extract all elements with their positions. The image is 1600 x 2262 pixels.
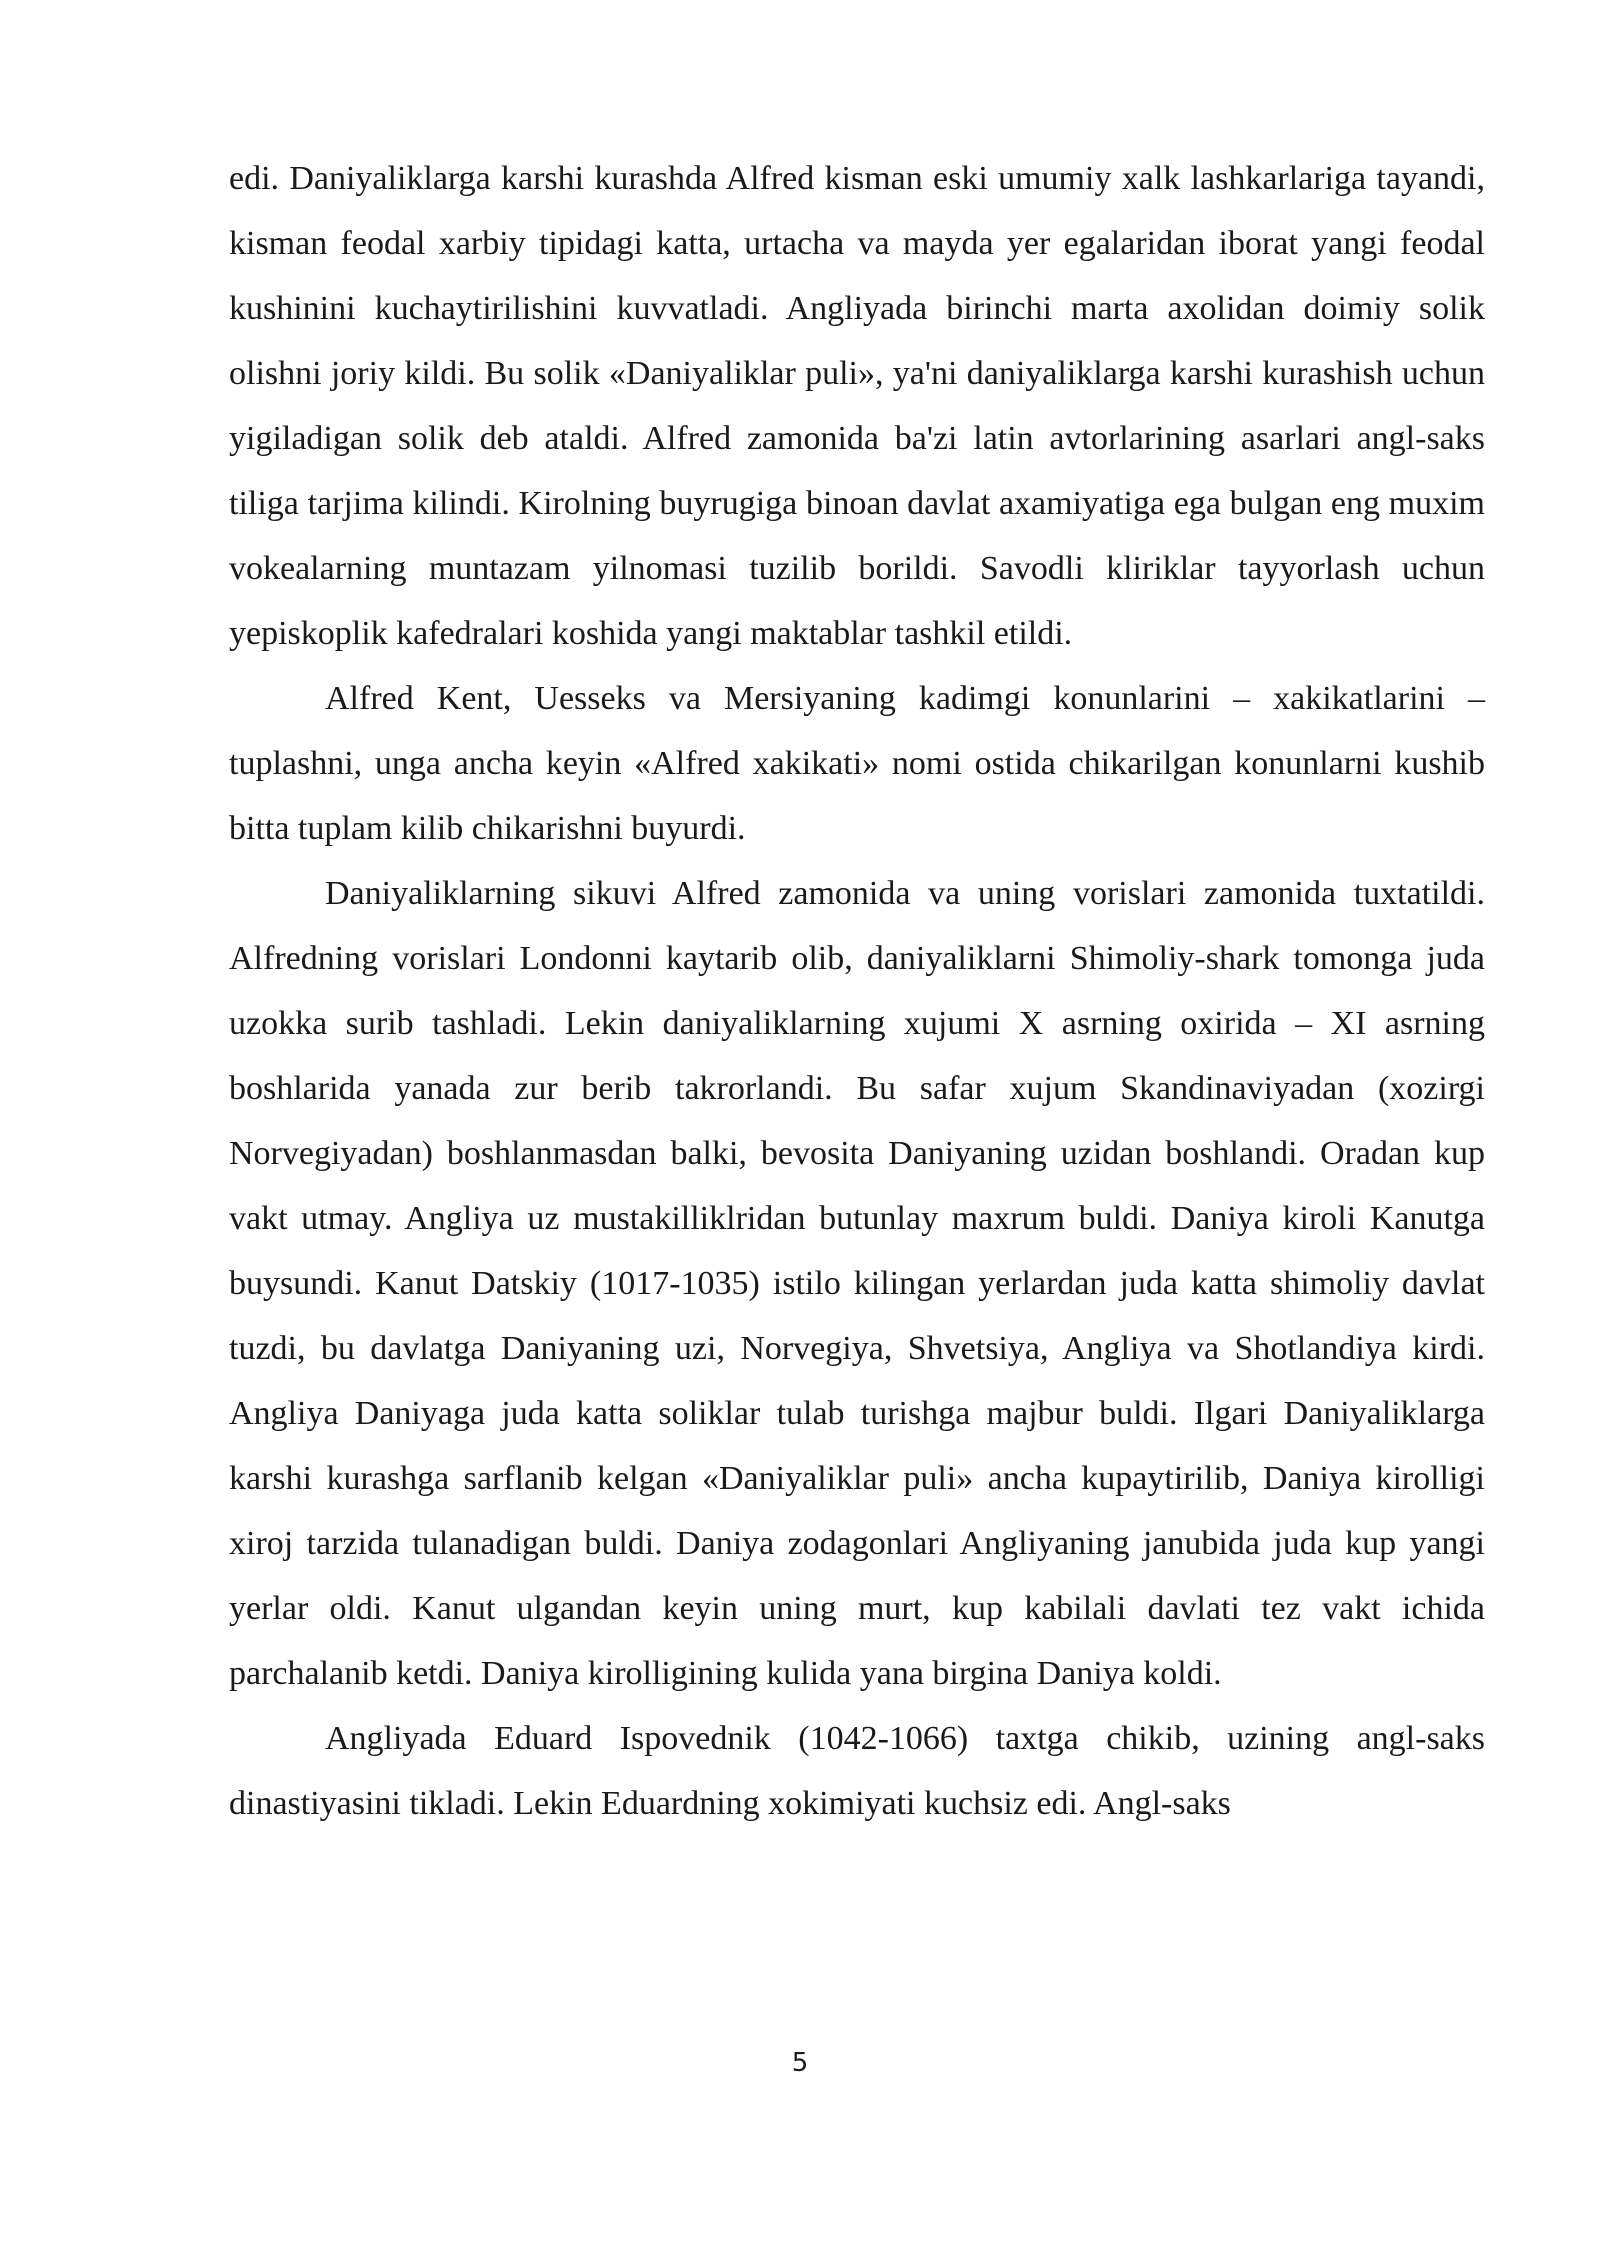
paragraph-1: edi. Daniyaliklarga karshi kurashda Alfred kisman eski umumiy xalk lashkarlariga tayandi, kisman feodal xarbiy tipidagi katta, urtacha va mayda yer egalaridan iborat yangi feodal kushinini kuchaytirilishini kuvvatladi. Angliyada birinchi marta axolidan doimiy solik olishni joriy kildi. Bu solik «Daniyaliklar puli», ya'ni daniyaliklarga karshi kurashish uchun yigiladigan solik deb ataldi. Alfred zamonida ba'zi latin avtorlarining asarlari angl-saks tiliga tarjima kilindi. Kirolning buyrugiga binoan davlat axamiyatiga ega bulgan eng muxim vokealarning muntazam yilnomasi tuzilib borildi. Savodli kliriklar tayyorlash uchun yepiskoplik kafedralari koshida yangi maktablar tashkil etildi. [229,160,1485,652]
page-number: 5 [791,2048,809,2078]
body-text [229,146,1485,1836]
paragraph-2: Alfred Kent, Uesseks va Mersiyaning kadimgi konunlarini – xakikatlarini – tuplashni, unga ancha keyin «Alfred xakikati» nomi ostida chikarilgan konunlarni kushib bitta tuplam kilib chikarishni buyurdi. [229,680,1485,847]
paragraph-3: Daniyaliklarning sikuvi Alfred zamonida va uning vorislari zamonida tuxtatildi. Alfredning vorislari Londonni kaytarib olib, daniyaliklarni Shimoliy-shark tomonga juda uzokka surib tashladi. Lekin daniyaliklarning xujumi X asrning oxirida – XI asrning boshlarida yanada zur berib takrorlandi. Bu safar xujum Skandinaviyadan (xozirgi Norvegiyadan) boshlanmasdan balki, bevosita Daniyaning uzidan boshlandi. Oradan kup vakt utmay. Angliya uz mustakilliklridan butunlay maxrum buldi. Daniya kiroli Kanutga buysundi. Kanut Datskiy (1017-1035) istilo kilingan yerlardan juda katta shimoliy davlat tuzdi, bu davlatga Daniyaning uzi, Norvegiya, Shvetsiya, Angliya va Shotlandiya kirdi. Angliya Daniyaga juda katta soliklar tulab turishga majbur buldi. Ilgari Daniyaliklarga karshi kurashga sarflanib kelgan «Daniyaliklar puli» ancha kupaytirilib, Daniya kirolligi xiroj tarzida tulanadigan buldi. Daniya zodagonlari Angliyaning janubida juda kup yangi yerlar oldi. Kanut ulgandan keyin uning murt, kup kabilali davlati tez vakt ichida parchalanib ketdi. Daniya kirolligining kulida yana birgina Daniya koldi. [229,875,1485,1692]
paragraph-4: Angliyada Eduard Ispovednik (1042-1066) taxtga chikib, uzining angl-saks dinastiyasini tikladi. Lekin Eduardning xokimiyati kuchsiz edi. Angl-saks [229,1720,1485,1822]
